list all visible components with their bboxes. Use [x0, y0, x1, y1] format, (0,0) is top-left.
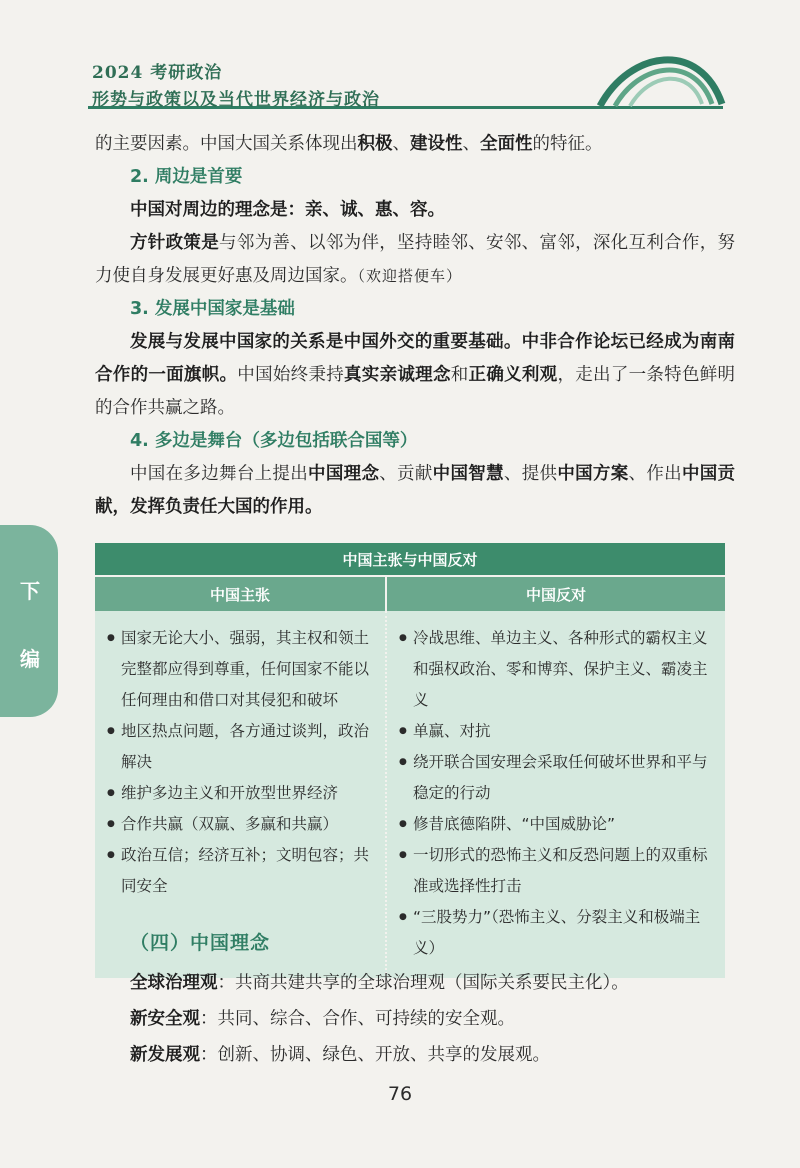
sec4-heading: 4. 多边是舞台（多边包括联合国等） [130, 431, 418, 451]
sec2-policy-label: 方针政策是 [130, 233, 220, 253]
concept-text: ：共商共建共享的全球治理观（国际关系要民主化）。 [217, 973, 629, 993]
support-item: ● 地区热点问题，各方通过谈判，政治解决 [107, 716, 375, 778]
series-title: 2024 考研政治 [92, 63, 223, 83]
oppose-item: ● 绕开联合国安理会采取任何破坏世界和平与稳定的行动 [399, 747, 715, 809]
intro-sep-2: 、 [462, 134, 480, 154]
concept-term: 新发展观 [130, 1045, 200, 1065]
sec2-concept: 中国对周边的理念是：亲、诚、惠、容。 [130, 200, 445, 220]
table-title: 中国主张与中国反对 [95, 543, 725, 576]
sec4-bold-4: 中国贡献，发挥负责任大国的作用。 [95, 464, 736, 517]
sec4-paragraph [95, 458, 735, 524]
support-item: ● 国家无论大小、强弱，其主权和领土完整都应得到尊重，任何国家不能以任何理由和借口对其侵犯和破坏 [107, 623, 375, 716]
sec3-bold-1: 发展与发展中国家的关系是中国外交的重要基础。中非合作论坛已经成为南南合作的一面旗帜。 [95, 332, 735, 385]
concept-term: 全球治理观 [130, 973, 218, 993]
sec3-bold-2: 真实亲诚理念 [344, 365, 451, 385]
page-header [0, 0, 800, 120]
concept-item [95, 965, 735, 1001]
oppose-list [399, 623, 715, 964]
page-number: 76 [387, 1083, 413, 1105]
concept-term: 新安全观 [130, 1009, 200, 1029]
sec4-text-4: 、作出 [628, 464, 682, 484]
support-item: ● 合作共赢（双赢、多赢和共赢） [107, 809, 375, 840]
sec2-policy [95, 227, 735, 293]
intro-bold-1: 积极 [357, 134, 393, 154]
table-col-oppose: 中国反对 [386, 576, 725, 611]
intro-post: 的特征。 [532, 134, 603, 154]
sec2-policy-text: 与邻为善、以邻为伴，坚持睦邻、安邻、富邻，深化互利合作，努力使自身发展更好惠及周边国家。 [95, 233, 735, 286]
oppose-cell [386, 611, 725, 978]
intro-text: 的主要因素。中国大国关系体现出 [95, 134, 358, 154]
sec4-text-3: 、提供 [503, 464, 558, 484]
sec3-paragraph [95, 326, 735, 425]
sec4-text-2: 、贡献 [379, 464, 433, 484]
side-tab [0, 525, 58, 717]
support-item: ● 维护多边主义和开放型世界经济 [107, 778, 375, 809]
main-content [95, 128, 735, 524]
concept-item [95, 1001, 735, 1037]
sec4-bold-3: 中国方案 [557, 464, 629, 484]
concept-item [95, 1037, 735, 1073]
sec3-bold-3: 正确义利观 [468, 365, 558, 385]
header-arc-3 [630, 79, 702, 106]
oppose-item: ● 一切形式的恐怖主义和反恐问题上的双重标准或选择性打击 [399, 840, 715, 902]
sec4-text-1: 中国在多边舞台上提出 [130, 464, 309, 484]
side-tab-char-1: 下 [20, 579, 40, 603]
intro-bold-3: 全面性 [480, 134, 533, 154]
book-title: 形势与政策以及当代世界经济与政治 [92, 90, 380, 110]
sec3-heading: 3. 发展中国家是基础 [130, 299, 295, 319]
sec3-text-1: 中国始终秉持 [237, 365, 345, 385]
oppose-item: ● 修昔底德陷阱、“中国威胁论” [399, 809, 715, 840]
table-col-support: 中国主张 [95, 576, 386, 611]
side-tab-char-2: 编 [20, 647, 40, 671]
oppose-item: ● 冷战思维、单边主义、各种形式的霸权主义和强权政治、零和博弈、保护主义、霸凌主义 [399, 623, 715, 716]
intro-bold-2: 建设性 [410, 134, 463, 154]
oppose-item: ● “三股势力”（恐怖主义、分裂主义和极端主义） [399, 902, 715, 964]
sec3-text-3: ，走出了一条特色鲜明的合作共赢之路。 [95, 365, 736, 418]
intro-paragraph [95, 128, 735, 161]
concept-text: ：共同、综合、合作、可持续的安全观。 [200, 1009, 515, 1029]
concept-text: ：创新、协调、绿色、开放、共享的发展观。 [200, 1045, 550, 1065]
sec3-text-2: 和 [450, 365, 469, 385]
support-item: ● 政治互信；经济互补；文明包容；共同安全 [107, 840, 375, 902]
china-concepts-list [95, 965, 735, 1073]
sec2-heading: 2. 周边是首要 [130, 167, 243, 187]
china-concepts-heading: （四）中国理念 [130, 932, 271, 954]
sec2-policy-note: （欢迎搭便车） [357, 267, 463, 285]
support-list [107, 623, 375, 902]
stance-table [95, 543, 725, 978]
oppose-item: ● 单赢、对抗 [399, 716, 715, 747]
support-cell [95, 611, 386, 978]
sec4-bold-1: 中国理念 [308, 464, 380, 484]
intro-sep-1: 、 [392, 134, 410, 154]
sec2-line1 [95, 194, 735, 227]
sec4-bold-2: 中国智慧 [432, 464, 504, 484]
